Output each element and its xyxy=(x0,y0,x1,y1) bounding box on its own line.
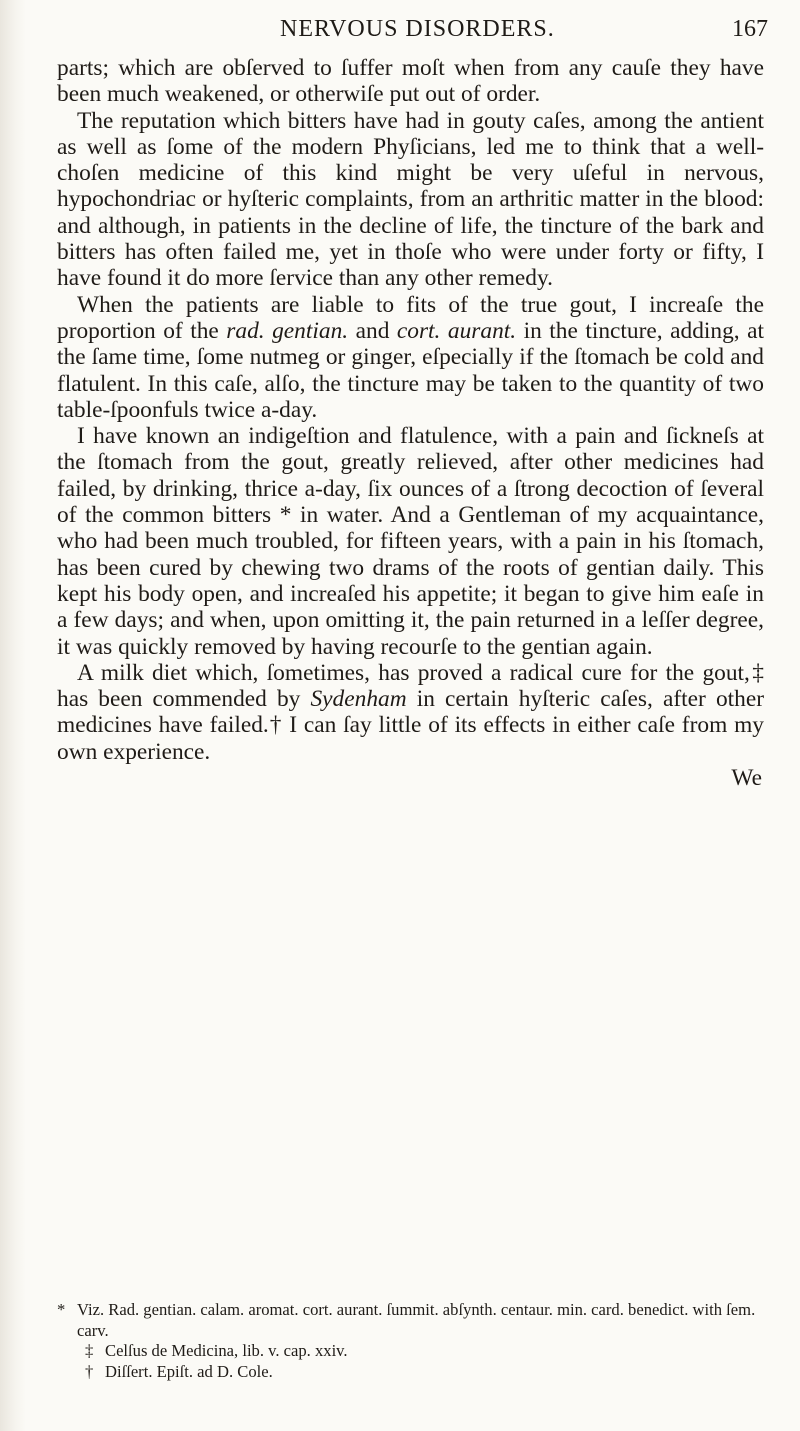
text-run: in the tincture, adding, at the ſame time, ſome nutmeg or ginger, eſpecially if the ſtomach be cold and flatulent. In this caſe, alſo, the tincture may be taken to the quantity of two table-ſpoonfuls twice a-day. xyxy=(57,317,765,423)
text-run: The reputation which bitters have had in gouty caſes, among the antient as well as ſome of the modern Phyſicians, led me to think that a well-choſen medicine of this kind might be very uſeful in nervous, hypochondriac or hyſteric complaints, from an arthritic matter in the blood: and although, in patients in the decline of life, the tincture of the bark and bitters has often failed me, yet in thoſe who were under forty or fifty, I have found it do more ſervice than any other remedy. xyxy=(57,107,764,292)
italic-text: Sydenham xyxy=(310,686,407,713)
running-head: NERVOUS DISORDERS. xyxy=(280,16,555,42)
italic-text: cort. aurant. xyxy=(396,317,517,344)
footnote-mark: * xyxy=(57,1300,66,1319)
footnote-mark: † xyxy=(85,1361,94,1381)
footnote xyxy=(57,1362,764,1383)
footnote xyxy=(57,1300,764,1341)
footnote-text: Diſſert. Epiſt. ad D. Cole. xyxy=(105,1361,273,1381)
italic-text: rad. gentian. xyxy=(226,317,349,344)
page-number: 167 xyxy=(732,16,768,42)
page-header xyxy=(280,16,780,50)
text-run: and xyxy=(348,317,397,344)
paragraph xyxy=(57,108,764,292)
page-gutter xyxy=(0,0,26,1431)
body-text xyxy=(57,55,764,791)
catchword: We xyxy=(731,765,762,792)
footnote xyxy=(57,1341,764,1362)
paragraph xyxy=(57,292,764,423)
text-run: A milk diet which, ſometimes, has proved a radical cure for the gout,‡ has been commended by xyxy=(57,659,764,713)
text-run: When the patients are liable to fits of the true gout, I increaſe the proportion of the xyxy=(57,291,764,344)
text-run: parts; which are obſerved to ſuffer moſt when from any cauſe they have been much weakened, or otherwiſe put out of order. xyxy=(57,55,764,108)
paragraph xyxy=(57,660,764,765)
text-run: in certain hyſteric caſes, after other medicines have failed.† I can ſay little of its effects in either caſe from my own experience. xyxy=(57,686,764,765)
paragraph xyxy=(57,423,764,660)
text-run: I have known an indigeſtion and flatulence, with a pain and ſickneſs at the ſtomach from the gout, greatly relieved, after other medicines had failed, by drinking, thrice a-day, ſix ounces of a ſtrong decoction of ſeveral of the common bitters * in water. And a Gentleman of my acquaintance, who had been much troubled, for fifteen years, with a pain in his ſtomach, has been cured by chewing two drams of the roots of gentian daily. This kept his body open, and increaſed his appetite; it began to give him eaſe in a few days; and when, upon omitting it, the pain returned in a leſſer degree, it was quickly removed by having recourſe to the gentian again. xyxy=(57,423,764,660)
footnotes xyxy=(57,1300,764,1382)
footnote-mark: ‡ xyxy=(85,1341,94,1361)
footnote-text: Viz. Rad. gentian. calam. aromat. cort. aurant. ſummit. abſynth. centaur. min. card. benedict. with ſem. carv. xyxy=(77,1300,756,1340)
paragraph xyxy=(57,55,764,108)
footnote-text: Celſus de Medicina, lib. v. cap. xxiv. xyxy=(105,1341,348,1361)
